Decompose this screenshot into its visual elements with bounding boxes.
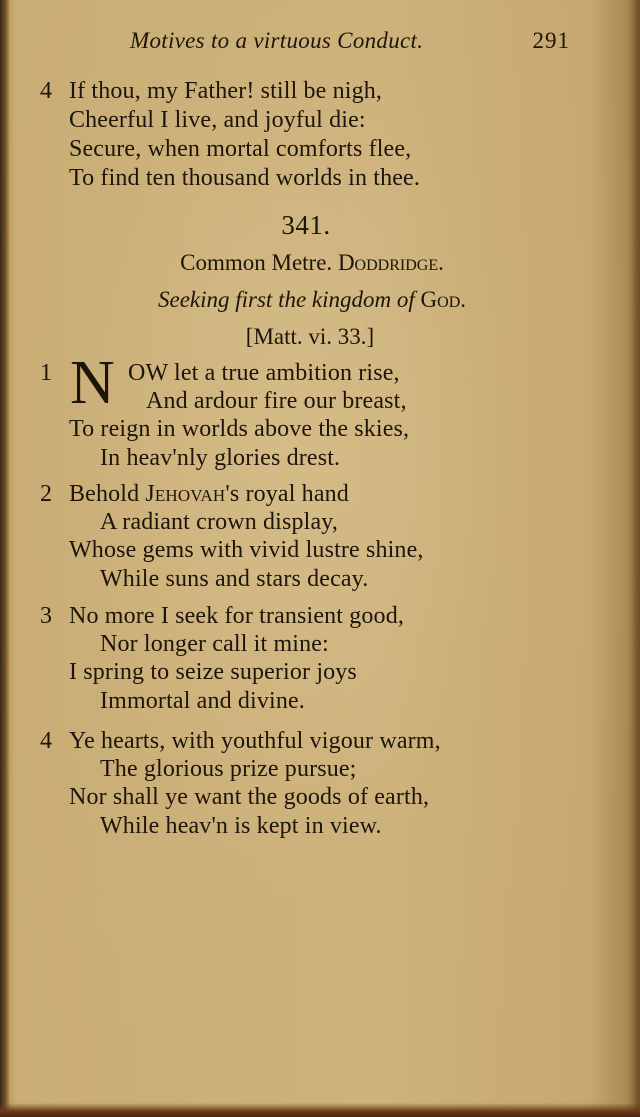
stanza-4-line-1: Ye hearts, with youthful vigour warm,	[69, 728, 441, 754]
running-title: Motives to a virtuous Conduct.	[130, 28, 424, 53]
stanza-2-number: 2	[40, 481, 52, 507]
stanza-1-number: 1	[40, 360, 52, 386]
stanza-2-line-1-pre: Behold	[69, 481, 140, 507]
stanza-1-line-3: To reign in worlds above the skies,	[69, 416, 410, 442]
stanza-4-number: 4	[40, 728, 52, 754]
hymn-subtitle-god: God.	[420, 287, 467, 312]
stanza-1-line-4: In heav'nly glories drest.	[100, 445, 341, 471]
scripture-reference: [Matt. vi. 33.]	[245, 324, 375, 349]
stanza-4-line-3: Nor shall ye want the goods of earth,	[69, 784, 430, 810]
prev-stanza-line-3: Secure, when mortal comforts flee,	[69, 136, 412, 162]
stanza-2-line-1-post: 's royal hand	[225, 481, 349, 507]
stanza-3-line-3: I spring to seize superior joys	[69, 659, 357, 685]
page-bottom-edge	[0, 1103, 640, 1117]
hymn-number: 341.	[281, 210, 331, 240]
prev-stanza-number: 4	[40, 78, 52, 104]
drop-cap-letter: N	[70, 349, 115, 417]
stanza-3-line-2: Nor longer call it mine:	[100, 631, 329, 657]
running-header	[130, 28, 570, 62]
stanza-2-line-1	[69, 479, 349, 509]
stanza-2-line-2: A radiant crown display,	[100, 509, 338, 535]
stanza-3-line-1: No more I seek for transient good,	[69, 603, 405, 629]
stanza-4-line-2: The glorious prize pursue;	[100, 756, 357, 782]
stanza-3-line-4: Immortal and divine.	[100, 688, 305, 714]
stanza-1-line-2: And ardour fire our breast,	[146, 388, 407, 414]
prev-stanza-line-4: To find ten thousand worlds in thee.	[69, 165, 420, 191]
stanza-3-number: 3	[40, 603, 52, 629]
stanza-4-line-4: While heav'n is kept in view.	[100, 813, 382, 839]
prev-stanza-line-2: Cheerful I live, and joyful die:	[69, 107, 366, 133]
stanza-2-divine-name: Jehovah	[145, 481, 226, 507]
stanza-2-line-4: While suns and stars decay.	[100, 566, 369, 592]
hymn-author: Doddridge.	[337, 250, 444, 275]
stanza-1-line-1: OW let a true ambition rise,	[128, 360, 400, 386]
stanza-2-line-3: Whose gems with vivid lustre shine,	[69, 537, 424, 563]
hymn-subtitle	[0, 285, 632, 315]
page-number: 291	[532, 28, 570, 53]
hymn-subtitle-text: Seeking first the kingdom of	[157, 287, 415, 312]
page-right-edge	[632, 0, 640, 1117]
hymn-meter-line	[0, 248, 632, 278]
page-spine-shadow	[0, 0, 10, 1117]
prev-stanza-line-1: If thou, my Father! still be nigh,	[69, 78, 383, 104]
hymn-meter: Common Metre.	[180, 250, 333, 275]
